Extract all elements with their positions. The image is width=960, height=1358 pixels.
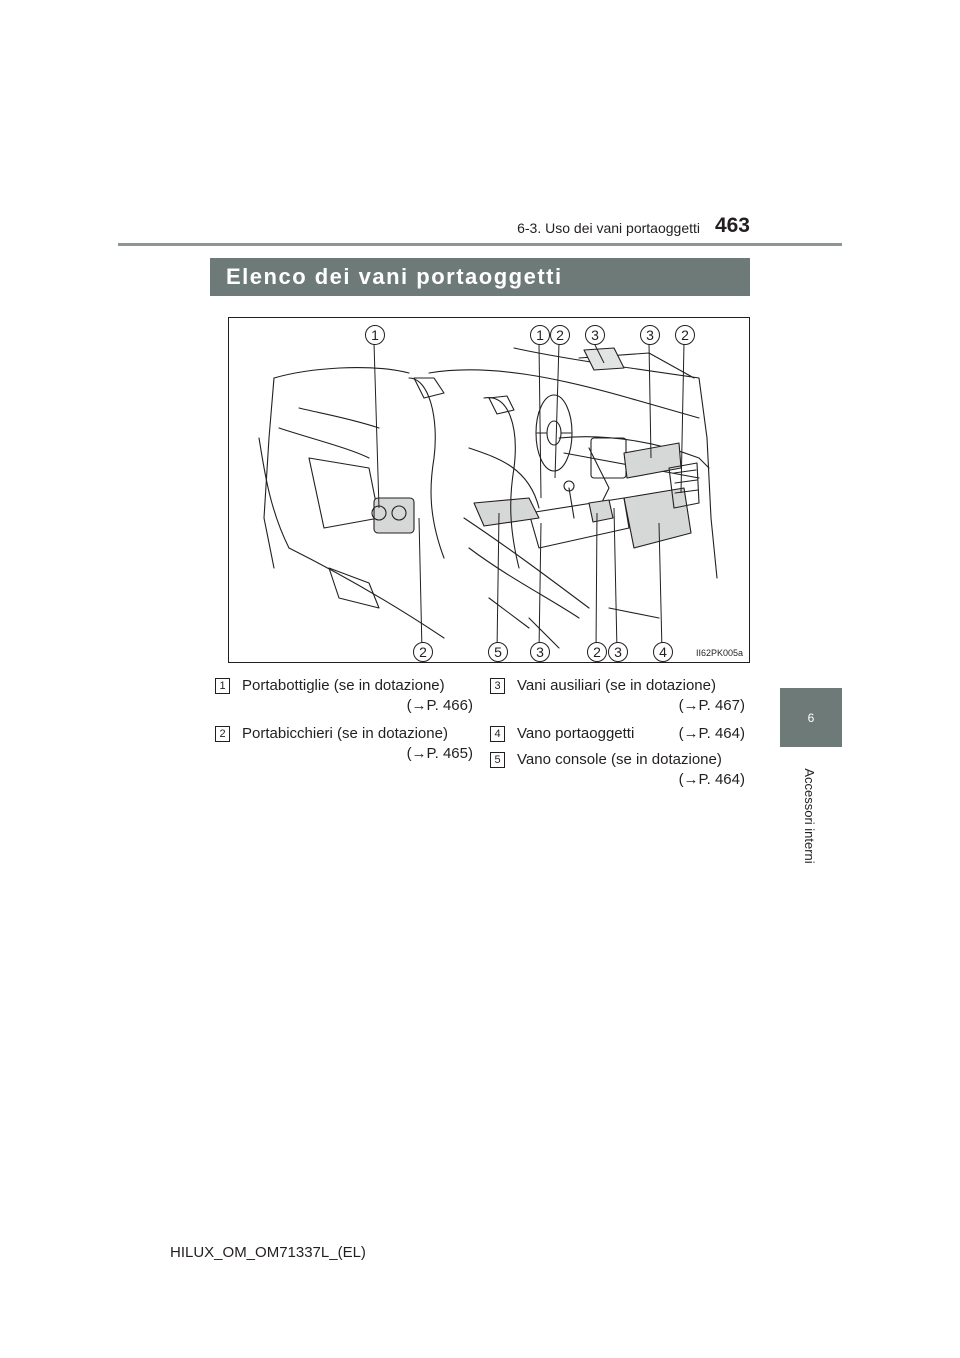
section-header: 6-3. Uso dei vani portaoggetti [517,220,700,236]
callout-top-1b: 1 [530,325,550,345]
legend-number-4: 4 [490,726,505,742]
legend-item-4 [490,724,745,744]
legend-ref-2: (→P. 465) [406,745,473,762]
legend-number-1: 1 [215,678,230,694]
page-number: 463 [714,214,750,237]
legend-number-2: 2 [215,726,230,742]
interior-illustration [228,317,750,663]
legend-text-4: Vano portaoggetti [517,725,635,742]
callout-top-1a: 1 [365,325,385,345]
section-title-bar [210,258,750,296]
chapter-title: Accessori interni [802,768,817,864]
callout-top-3a: 3 [585,325,605,345]
legend-text-2: Portabicchieri (se in dotazione) [242,725,448,742]
legend-item-1 [215,676,473,716]
callout-top-2b: 2 [675,325,695,345]
callout-bottom-5: 5 [488,642,508,662]
legend-ref-3: (→P. 467) [678,697,745,714]
callout-top-2a: 2 [550,325,570,345]
legend-item-2 [215,724,473,764]
legend-ref-4: (→P. 464) [678,725,745,742]
legend-number-5: 5 [490,752,505,768]
document-footer: HILUX_OM_OM71337L_(EL) [170,1244,366,1261]
legend-ref-5: (→P. 464) [678,771,745,788]
legend-number-3: 3 [490,678,505,694]
callout-top-3b: 3 [640,325,660,345]
header-divider [118,243,842,246]
legend-ref-1: (→P. 466) [406,697,473,714]
callout-bottom-2b: 2 [587,642,607,662]
chapter-tab [780,688,842,747]
callout-bottom-3a: 3 [530,642,550,662]
legend-item-5 [490,750,745,790]
callout-bottom-2a: 2 [413,642,433,662]
callout-bottom-3b: 3 [608,642,628,662]
chapter-number: 6 [807,710,815,725]
page-title: Elenco dei vani portaoggetti [226,264,563,289]
figure-code: II62PK005a [695,648,743,658]
legend-text-1: Portabottiglie (se in dotazione) [242,677,445,694]
legend-item-3 [490,676,745,716]
legend-text-5: Vano console (se in dotazione) [517,751,722,768]
legend-text-3: Vani ausiliari (se in dotazione) [517,677,716,694]
callout-bottom-4: 4 [653,642,673,662]
callout-layer [229,318,749,662]
